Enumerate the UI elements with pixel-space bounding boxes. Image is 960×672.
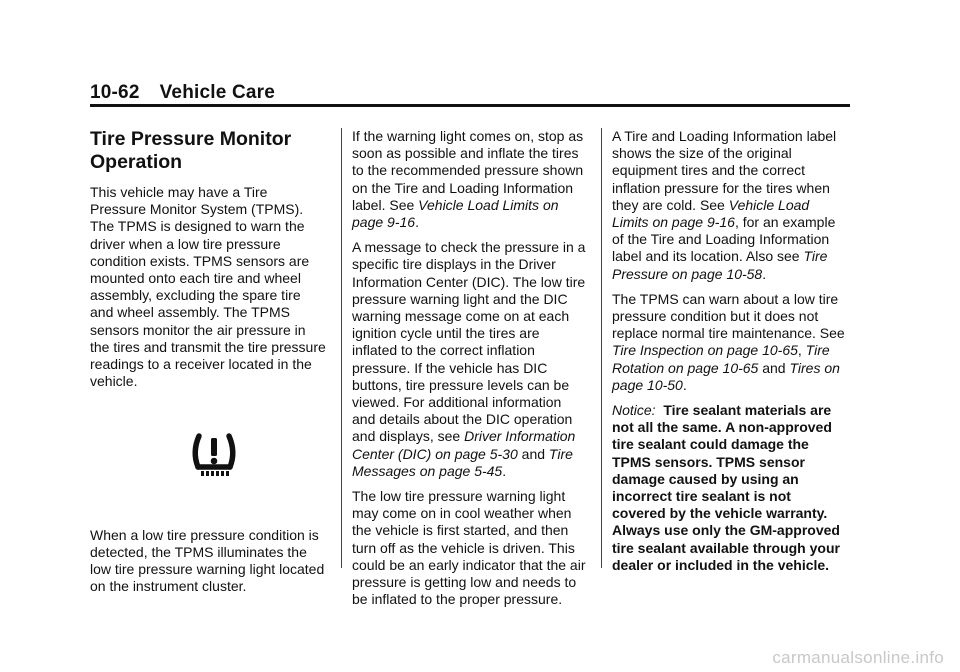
column-2 [352, 128, 588, 616]
column-1 [90, 128, 326, 603]
dic-paragraph: A message to check the pressure in a specific tire displays in the Driver Information Center (DIC). The low tire pressure warning light and the DIC warning message come on at each ignition cycle until the tires are inflated to the correct inflation pressure. If the vehicle has DIC buttons, tire pressure levels can be viewed. For additional information and details about the DIC operation and displays, see Driver Information Center (DIC) on page 5-30 and Tire Messages on page 5-45. [352, 239, 586, 479]
notice-paragraph [612, 402, 848, 574]
maintenance-paragraph: The TPMS can warn about a low tire pressure condition but it does not replace normal tire maintenance. See Tire Inspection on page 10-65, Tire Rotation on page 10-65 and Tires on page 10-50. [612, 290, 845, 393]
inflate-paragraph: If the warning light comes on, stop as soon as possible and inflate the tires to the recommended pressure shown on the Tire and Loading Information label. See Vehicle Load Limits on page 9-16. [352, 128, 584, 231]
page-number: 10-62 [90, 82, 140, 103]
tire-pressure-warning-icon [102, 430, 326, 484]
cross-reference: Vehicle Load Limits on page 9-16 [612, 196, 810, 231]
cross-reference: Tire Pressure on page 10-58 [612, 248, 828, 282]
column-divider [601, 128, 602, 568]
page-header [90, 82, 275, 104]
header-rule [90, 104, 850, 107]
section-name: Vehicle Care [159, 82, 276, 103]
section-title [90, 128, 326, 174]
column-divider [341, 128, 342, 568]
loading-label-paragraph: A Tire and Loading Information label shows the size of the original equipment tires and the correct inflation pressure for the tires when they are cold. See Vehicle Load Limits on page 9-16, for an example of the Tire and Loading Information label and its location. Also see Tire Pressure on page 10-58. [612, 128, 837, 282]
intro-paragraph: This vehicle may have a Tire Pressure Monitor System (TPMS). The TPMS is designed to warn the driver when a low tire pressure condition exists. TPMS sensors are mounted onto each tire and wheel assembly, excluding the spare tire and wheel assembly. The TPMS sensors monitor the air pressure in the tires and transmit the tire pressure readings to a receiver located in the vehicle. [90, 184, 326, 390]
cross-reference: Vehicle Load Limits on page 9-16 [352, 196, 559, 231]
column-3 [612, 128, 848, 582]
cross-reference: Driver Information Center (DIC) on page 5-30 [352, 428, 576, 462]
section-title-line-1: Tire Pressure Monitor [90, 128, 292, 150]
cross-reference: Tire Inspection on page 10-65 [612, 342, 798, 359]
notice-label: Notice: [612, 402, 656, 419]
notice-text: Tire sealant materials are not all the same. A non-approved tire sealant could damage the TPMS sensors. TPMS sensor damage caused by using an incorrect tire sealant is not covered by the vehicle warranty. Always use only the GM-approved tire sealant available through your dealer or included in the vehicle. [612, 402, 840, 573]
section-title-line-2: Operation [90, 151, 183, 173]
cross-reference: Tires on page 10-50 [612, 359, 840, 393]
watermark: carmanualsonline.info [772, 648, 944, 667]
cold-weather-paragraph: The low tire pressure warning light may come on in cool weather when the vehicle is first started, and then turn off as the vehicle is driven. This could be an early indicator that the air pressure is getting low and needs to be inflated to the proper pressure. [352, 488, 586, 608]
cross-reference: Tire Messages on page 5-45 [352, 445, 573, 479]
cross-reference: Tire Rotation on page 10-65 [612, 342, 830, 376]
warning-light-paragraph: When a low tire pressure condition is detected, the TPMS illuminates the low tire pressure warning light located on the instrument cluster. [90, 526, 325, 595]
